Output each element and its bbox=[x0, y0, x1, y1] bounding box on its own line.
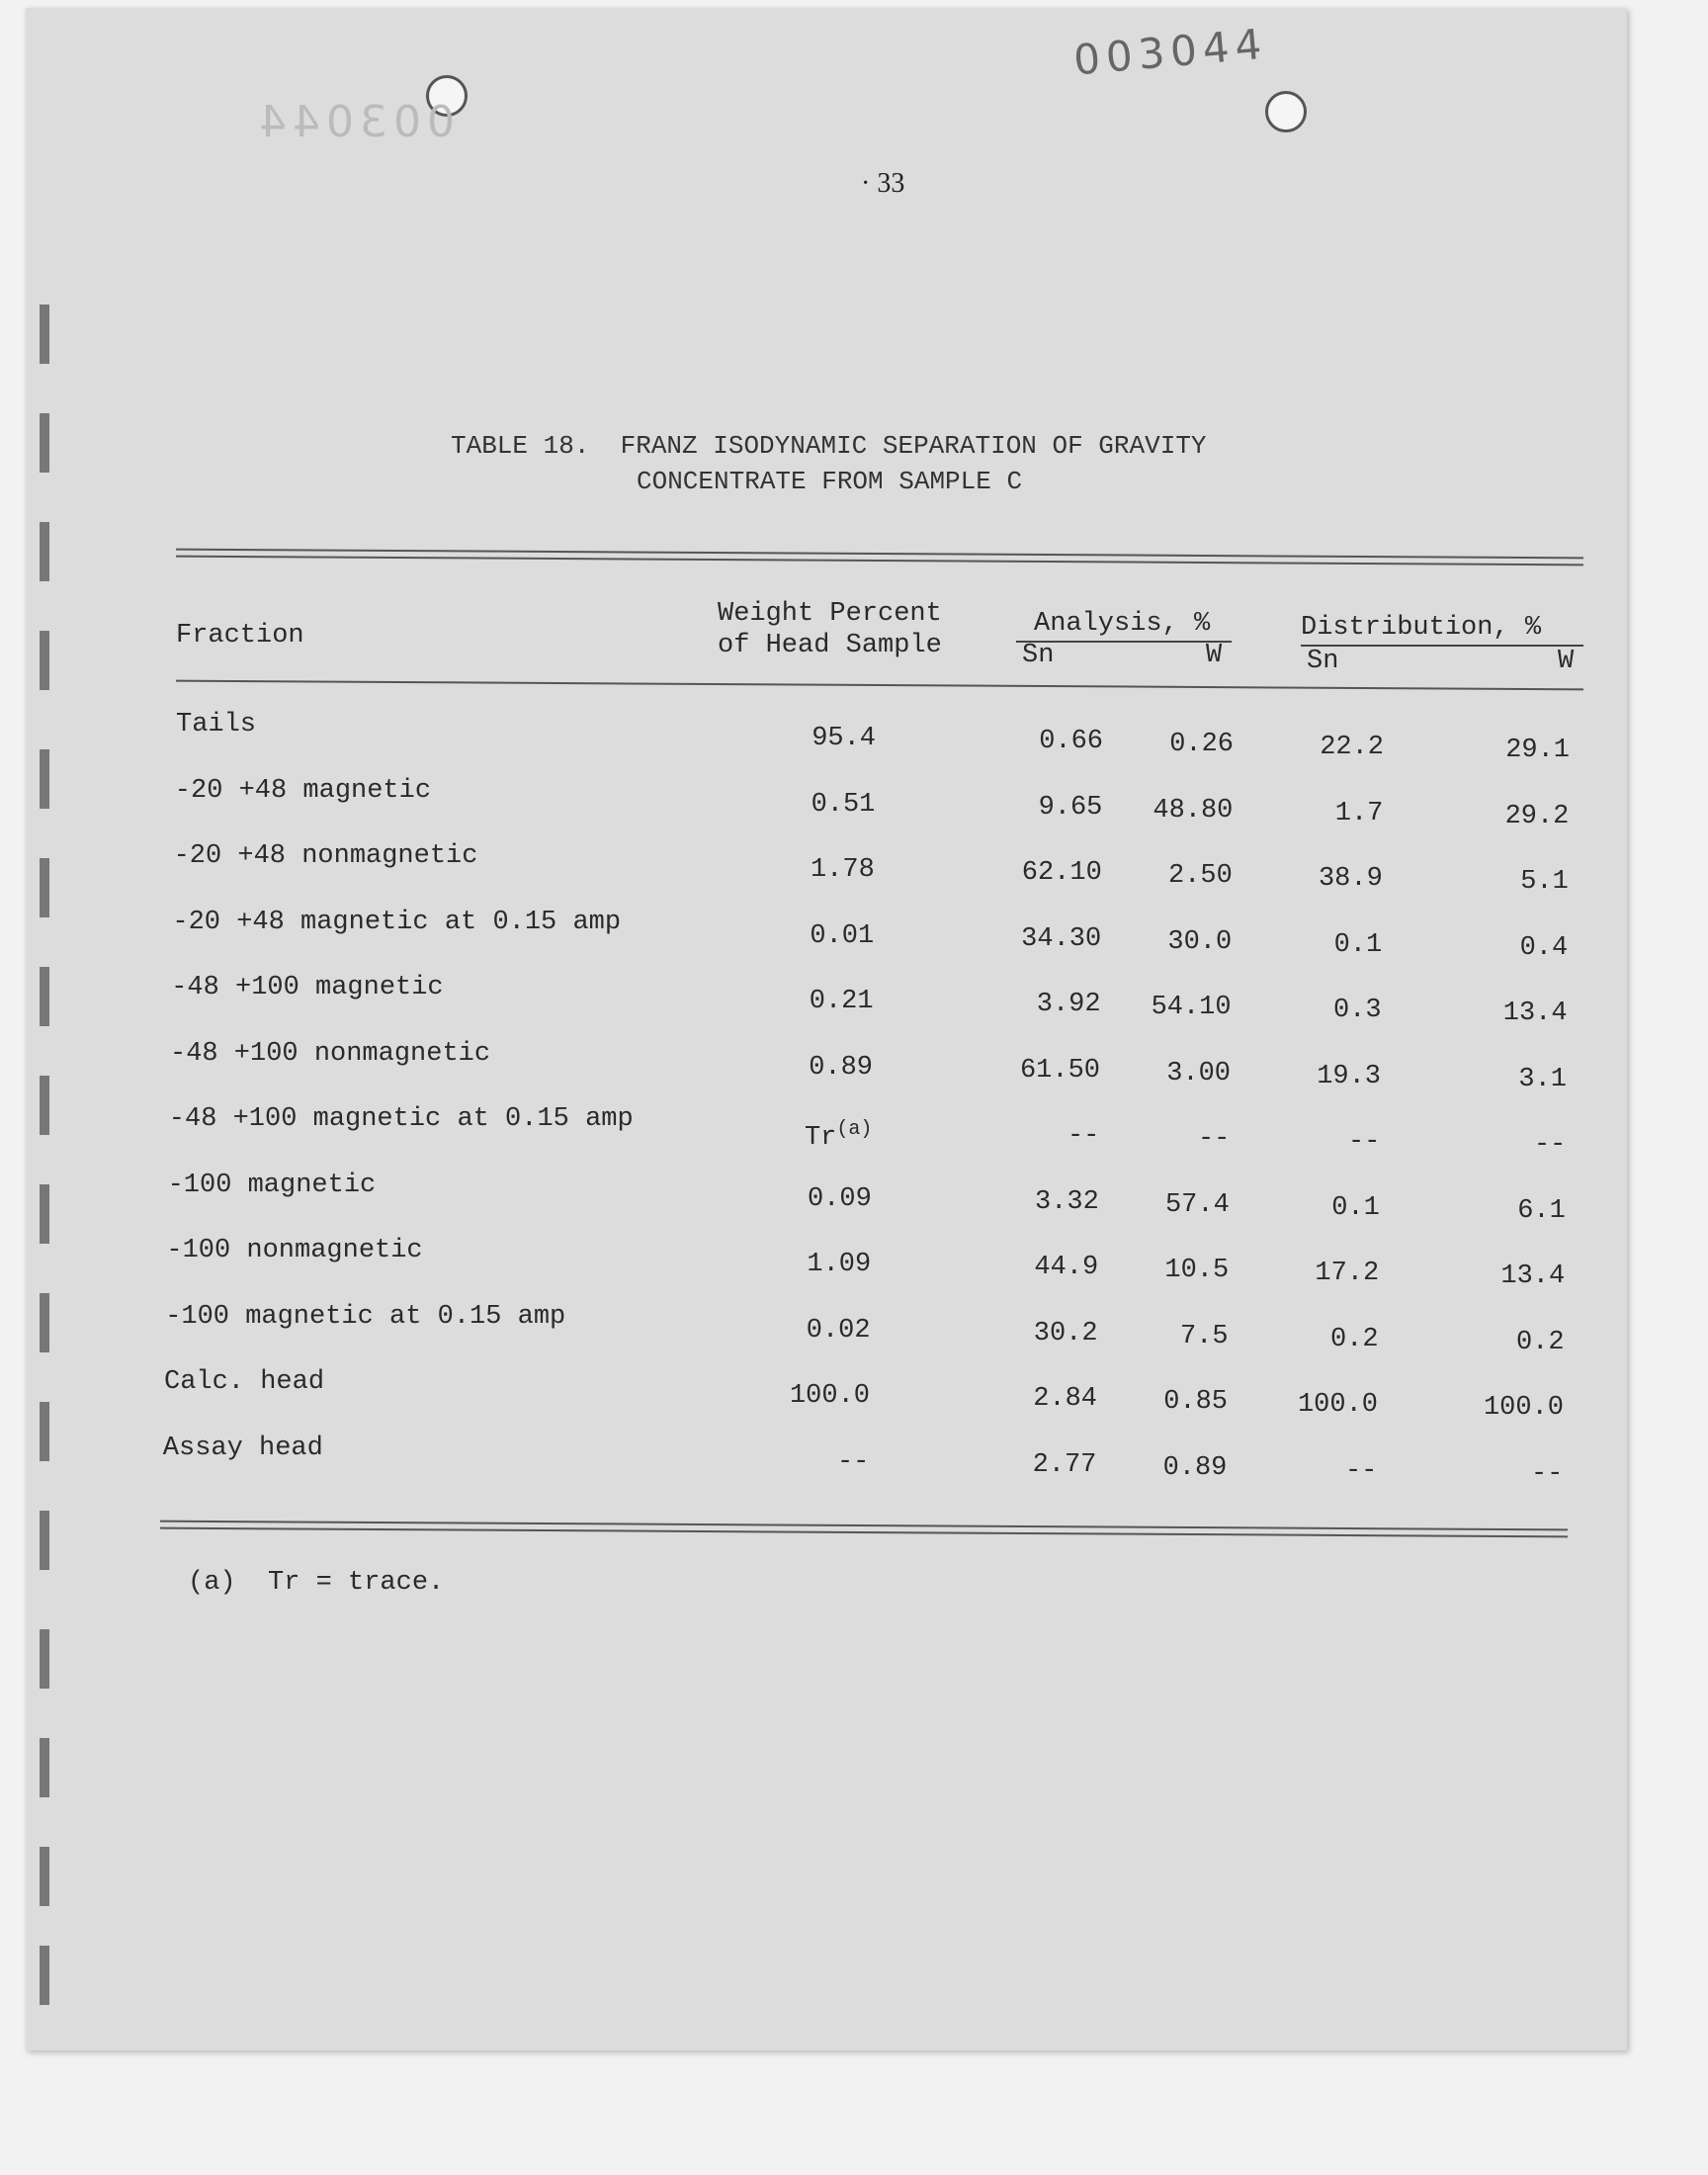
table-title-line2: CONCENTRATE FROM SAMPLE C bbox=[637, 467, 1023, 496]
footnote-marker: (a) bbox=[836, 1118, 873, 1141]
header-analysis-sn: Sn bbox=[1022, 641, 1055, 670]
table-title-line1: TABLE 18. FRANZ ISODYNAMIC SEPARATION OF GRAVITY bbox=[451, 431, 1207, 461]
cell-weight: Tr$^{(a)}$ bbox=[804, 1118, 873, 1153]
cell-distribution-sn: 1.7 bbox=[1334, 798, 1384, 828]
cell-weight: 0.09 bbox=[807, 1183, 872, 1214]
binding-mark bbox=[40, 1184, 49, 1244]
row-fraction: Tails bbox=[176, 710, 257, 740]
cell-analysis-sn: 3.92 bbox=[1036, 990, 1101, 1019]
cell-weight: 95.4 bbox=[811, 724, 876, 753]
cell-weight: 0.01 bbox=[810, 920, 875, 951]
cell-distribution-sn: -- bbox=[1347, 1127, 1381, 1157]
cell-weight: 1.09 bbox=[807, 1250, 872, 1279]
cell-distribution-w: 29.2 bbox=[1504, 801, 1570, 831]
binding-mark bbox=[40, 304, 49, 364]
cell-analysis-w: 0.26 bbox=[1169, 730, 1234, 759]
cell-analysis-w: -- bbox=[1197, 1124, 1231, 1154]
row-fraction: -48 +100 magnetic bbox=[171, 973, 444, 1002]
header-weight-line2: of Head Sample bbox=[718, 631, 942, 660]
cell-distribution-w: 29.1 bbox=[1505, 736, 1570, 765]
cell-analysis-w: 0.89 bbox=[1162, 1452, 1228, 1483]
cell-analysis-sn: 30.2 bbox=[1033, 1318, 1098, 1348]
cell-distribution-w: 13.4 bbox=[1500, 1262, 1566, 1291]
cell-distribution-w: 100.0 bbox=[1483, 1393, 1564, 1423]
cell-analysis-sn: 2.77 bbox=[1032, 1449, 1097, 1480]
cell-distribution-sn: 17.2 bbox=[1315, 1259, 1380, 1288]
row-fraction: -20 +48 magnetic at 0.15 amp bbox=[172, 907, 622, 937]
binding-mark bbox=[40, 967, 49, 1026]
binding-mark bbox=[40, 858, 49, 917]
binding-strip bbox=[26, 8, 55, 2050]
cell-distribution-w: 13.4 bbox=[1502, 999, 1568, 1028]
cell-analysis-w: 0.85 bbox=[1163, 1387, 1228, 1417]
cell-distribution-sn: 0.1 bbox=[1331, 1192, 1380, 1223]
cell-analysis-w: 3.00 bbox=[1166, 1058, 1231, 1088]
cell-weight: 0.21 bbox=[809, 987, 874, 1016]
cell-distribution-w: 0.2 bbox=[1515, 1327, 1565, 1357]
row-fraction: Calc. head bbox=[164, 1367, 325, 1397]
table-title bbox=[451, 428, 1207, 499]
cell-weight: 100.0 bbox=[789, 1381, 870, 1411]
header-distribution: Distribution, % bbox=[1301, 613, 1542, 643]
cell-distribution-w: 5.1 bbox=[1520, 867, 1569, 897]
cell-analysis-w: 48.80 bbox=[1153, 795, 1234, 826]
cell-analysis-w: 57.4 bbox=[1164, 1189, 1230, 1220]
header-distribution-sn: Sn bbox=[1307, 647, 1339, 676]
cell-analysis-w: 10.5 bbox=[1164, 1256, 1230, 1285]
cell-distribution-sn: 22.2 bbox=[1320, 733, 1384, 762]
binding-mark bbox=[40, 413, 49, 473]
cell-weight: 1.78 bbox=[810, 855, 875, 885]
cell-weight: -- bbox=[836, 1446, 870, 1477]
binding-mark bbox=[40, 1847, 49, 1906]
cell-analysis-sn: 2.84 bbox=[1033, 1384, 1097, 1414]
binding-mark bbox=[40, 749, 49, 809]
cell-weight: 0.02 bbox=[806, 1315, 871, 1346]
binding-mark bbox=[40, 631, 49, 690]
cell-distribution-w: 0.4 bbox=[1519, 932, 1569, 963]
cell-distribution-w: -- bbox=[1533, 1130, 1567, 1160]
row-fraction: -100 nonmagnetic bbox=[166, 1236, 423, 1265]
header-fraction: Fraction bbox=[176, 621, 304, 651]
header-rule bbox=[176, 680, 1583, 691]
cell-analysis-sn: 9.65 bbox=[1038, 792, 1103, 823]
row-fraction: Assay head bbox=[162, 1433, 323, 1463]
binding-mark bbox=[40, 1511, 49, 1570]
binding-mark bbox=[40, 1629, 49, 1689]
header-weight-line1: Weight Percent bbox=[718, 599, 942, 629]
row-fraction: -20 +48 magnetic bbox=[174, 775, 432, 806]
cell-distribution-w: 3.1 bbox=[1518, 1064, 1567, 1094]
cell-distribution-sn: 19.3 bbox=[1317, 1061, 1381, 1091]
cell-analysis-w: 2.50 bbox=[1167, 861, 1233, 891]
header-distribution-underline bbox=[1301, 645, 1583, 647]
binding-mark bbox=[40, 1402, 49, 1461]
punch-hole-right bbox=[1265, 91, 1307, 132]
table-footnote: (a) Tr = trace. bbox=[188, 1568, 445, 1598]
cell-analysis-w: 7.5 bbox=[1179, 1321, 1229, 1351]
row-fraction: -100 magnetic bbox=[167, 1170, 377, 1200]
header-distribution-w: W bbox=[1558, 647, 1575, 676]
cell-analysis-sn: 62.10 bbox=[1021, 858, 1102, 888]
cell-analysis-sn: 44.9 bbox=[1034, 1253, 1099, 1282]
row-fraction: -48 +100 magnetic at 0.15 amp bbox=[168, 1104, 634, 1134]
row-fraction: -20 +48 nonmagnetic bbox=[173, 841, 478, 871]
stamp-number: 003044 bbox=[1071, 19, 1270, 85]
cell-distribution-sn: 0.3 bbox=[1332, 996, 1382, 1025]
cell-distribution-sn: 0.2 bbox=[1329, 1324, 1379, 1354]
cell-distribution-sn: 38.9 bbox=[1318, 864, 1383, 894]
cell-distribution-sn: -- bbox=[1344, 1455, 1378, 1486]
binding-mark bbox=[40, 1076, 49, 1135]
binding-mark bbox=[40, 1293, 49, 1352]
cell-distribution-w: -- bbox=[1530, 1458, 1564, 1489]
cell-analysis-sn: 3.32 bbox=[1034, 1186, 1099, 1217]
cell-distribution-sn: 0.1 bbox=[1333, 929, 1383, 960]
cell-distribution-sn: 100.0 bbox=[1297, 1390, 1378, 1420]
header-analysis: Analysis, % bbox=[1034, 609, 1211, 639]
cell-weight: 0.89 bbox=[809, 1052, 873, 1083]
cell-analysis-sn: -- bbox=[1067, 1121, 1100, 1151]
cell-analysis-sn: 61.50 bbox=[1019, 1055, 1100, 1086]
header-analysis-w: W bbox=[1206, 641, 1223, 670]
page-number: · 33 bbox=[861, 168, 905, 199]
cell-distribution-w: 6.1 bbox=[1517, 1195, 1566, 1226]
bleed-through-number: 003044 bbox=[253, 97, 455, 147]
binding-mark bbox=[40, 1738, 49, 1797]
binding-mark bbox=[40, 522, 49, 581]
cell-analysis-sn: 0.66 bbox=[1039, 727, 1103, 756]
cell-analysis-w: 54.10 bbox=[1151, 993, 1232, 1022]
cell-analysis-w: 30.0 bbox=[1167, 926, 1233, 957]
cell-weight: 0.51 bbox=[811, 789, 876, 820]
row-fraction: -48 +100 nonmagnetic bbox=[170, 1038, 491, 1069]
cell-analysis-sn: 34.30 bbox=[1021, 923, 1102, 954]
row-fraction: -100 magnetic at 0.15 amp bbox=[165, 1301, 566, 1332]
binding-mark bbox=[40, 1946, 49, 2005]
document-page bbox=[26, 8, 1627, 2050]
